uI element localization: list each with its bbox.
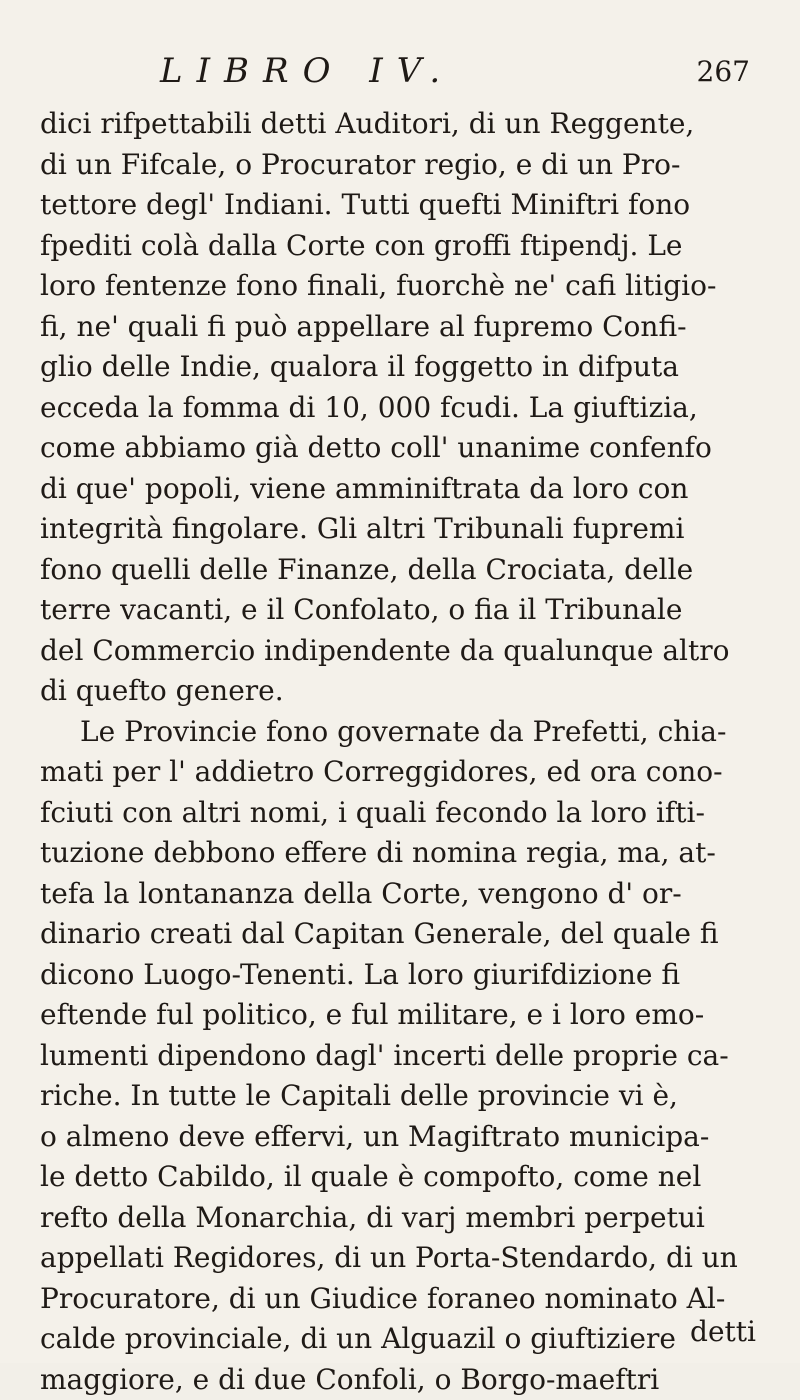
catchword: detti: [690, 1318, 756, 1346]
paragraph-start-line: Le Provincie fono governate da Prefetti, chia-: [40, 712, 758, 753]
running-title: LIBRO IV.: [160, 54, 454, 88]
text-line: Procuratore, di un Giudice foraneo nominato Al-: [40, 1279, 758, 1320]
page-number: 267: [697, 58, 750, 86]
text-line: lumenti dipendono dagl' incerti delle proprie ca-: [40, 1036, 758, 1077]
text-line: tuzione debbono effere di nomina regia, ma, at-: [40, 833, 758, 874]
text-line: loro fentenze fono finali, fuorchè ne' cafi litigio-: [40, 266, 758, 307]
text-line: appellati Regidores, di un Porta-Stendardo, di un: [40, 1238, 758, 1279]
text-line: riche. In tutte le Capitali delle provincie vi è,: [40, 1076, 758, 1117]
text-line: di que' popoli, viene amminiftrata da loro con: [40, 469, 758, 510]
text-line: di quefto genere.: [40, 671, 758, 712]
text-line: di un Fifcale, o Procurator regio, e di un Pro-: [40, 145, 758, 186]
text-line: eftende ful politico, e ful militare, e i loro emo-: [40, 995, 758, 1036]
text-line: calde provinciale, di un Alguazil o giuftiziere: [40, 1319, 758, 1360]
text-line: del Commercio indipendente da qualunque altro: [40, 631, 758, 672]
text-line: refto della Monarchia, di varj membri perpetui: [40, 1198, 758, 1239]
text-line: tefa la lontananza della Corte, vengono d' or-: [40, 874, 758, 915]
text-line: ecceda la fomma di 10, 000 fcudi. La giuftizia,: [40, 388, 758, 429]
page-header: [160, 54, 750, 104]
text-line: fpediti colà dalla Corte con groffi ftipendj. Le: [40, 226, 758, 267]
text-line: mati per l' addietro Correggidores, ed ora cono-: [40, 752, 758, 793]
text-line: dicono Luogo-Tenenti. La loro giurifdizione fi: [40, 955, 758, 996]
text-line: dinario creati dal Capitan Generale, del quale fi: [40, 914, 758, 955]
text-line: le detto Cabildo, il quale è compofto, come nel: [40, 1157, 758, 1198]
text-line: terre vacanti, e il Confolato, o fia il Tribunale: [40, 590, 758, 631]
body-text: [40, 104, 758, 1400]
text-line: tettore degl' Indiani. Tutti quefti Miniftri fono: [40, 185, 758, 226]
text-line: maggiore, e di due Confoli, o Borgo-maeftri: [40, 1360, 758, 1400]
text-line: integrità fingolare. Gli altri Tribunali fupremi: [40, 509, 758, 550]
text-line: fono quelli delle Finanze, della Crociata, delle: [40, 550, 758, 591]
text-line: come abbiamo già detto coll' unanime confenfo: [40, 428, 758, 469]
text-line: o almeno deve effervi, un Magiftrato municipa-: [40, 1117, 758, 1158]
text-line: glio delle Indie, qualora il foggetto in difputa: [40, 347, 758, 388]
text-line: fciuti con altri nomi, i quali fecondo la loro ifti-: [40, 793, 758, 834]
text-line: fi, ne' quali fi può appellare al fupremo Confi-: [40, 307, 758, 348]
text-line: dici rifpettabili detti Auditori, di un Reggente,: [40, 104, 758, 145]
